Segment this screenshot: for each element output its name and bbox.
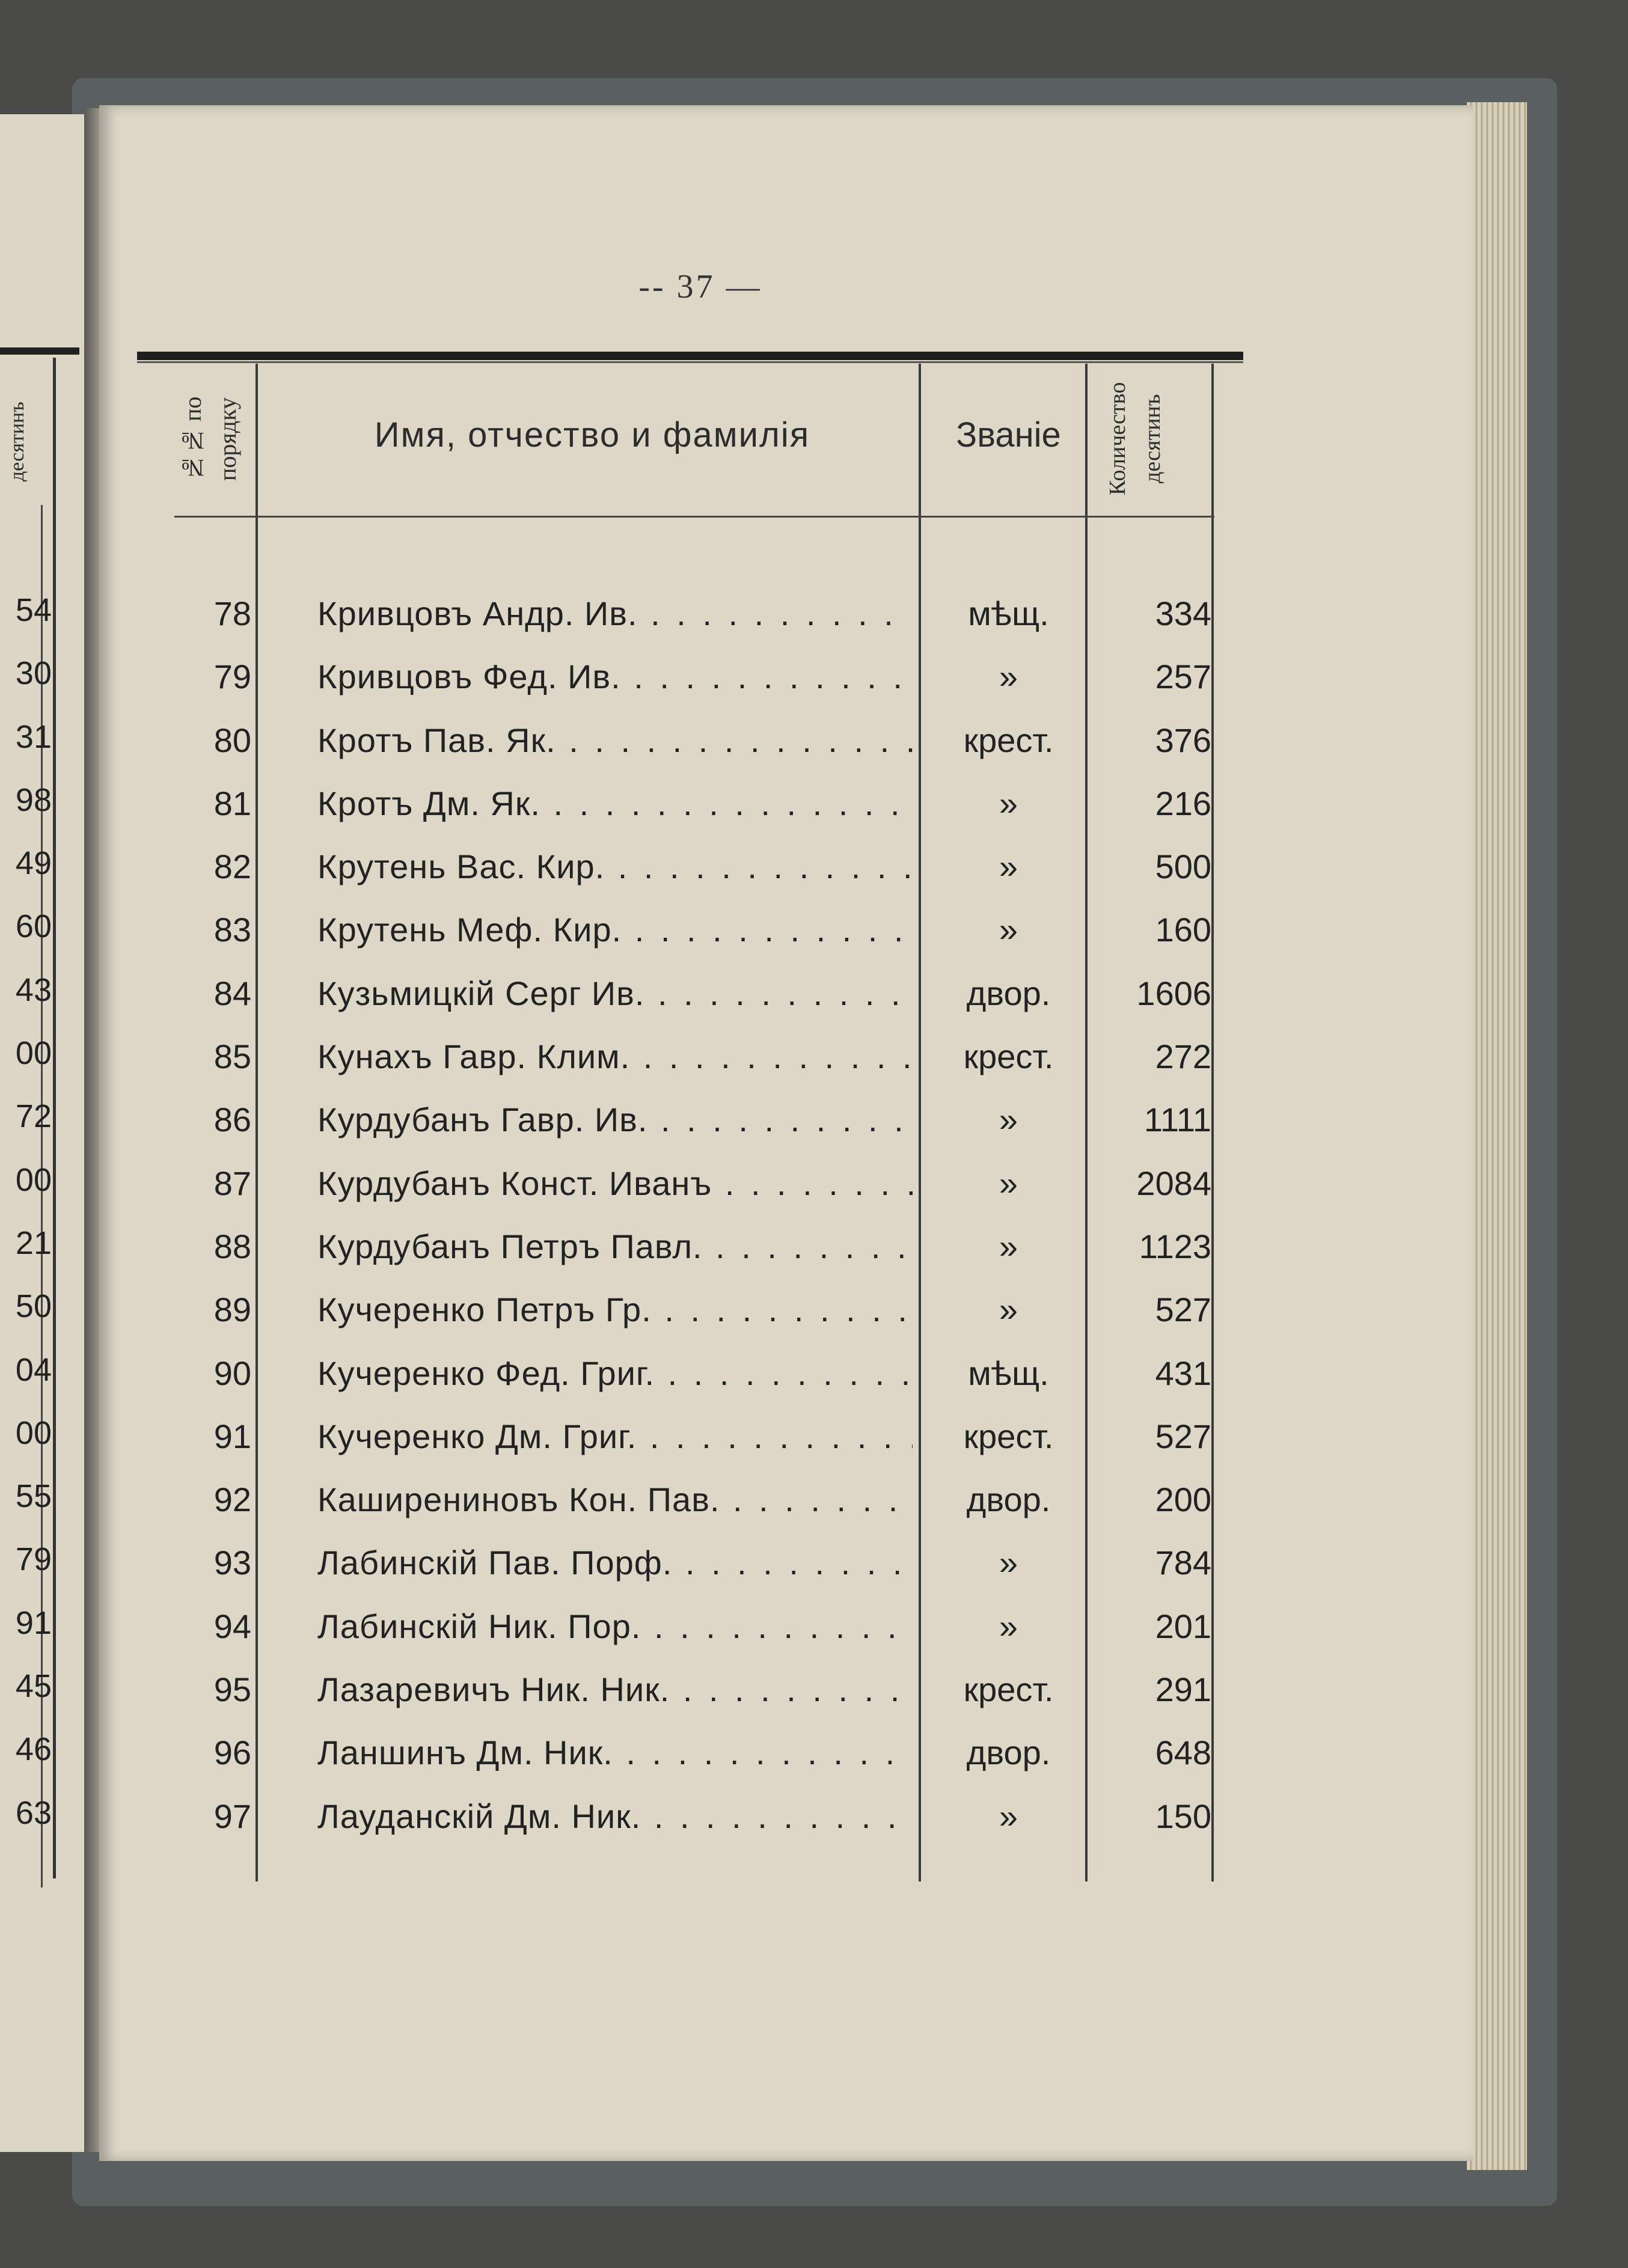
left-page-value: 79 [15, 1541, 52, 1578]
row-rank: крест. [963, 1038, 1054, 1076]
row-name: Кучеренко Петръ Гр. . . . [317, 1288, 913, 1331]
row-name: Лабинскій Ник. Пор. . . . [317, 1605, 913, 1648]
row-number: 93 [213, 1544, 251, 1582]
left-page-value: 00 [15, 1035, 52, 1072]
header-rule [174, 516, 1214, 518]
row-name: Кучеренко Фед. Григ. . . . [317, 1352, 913, 1395]
table-row [0, 1795, 1628, 1858]
row-number: 89 [213, 1291, 251, 1329]
row-number: 80 [213, 721, 251, 759]
table-row [0, 655, 1628, 718]
row-name: Лазаревичъ Ник. Ник. . . . [317, 1668, 913, 1711]
table-row [0, 1731, 1628, 1794]
table-row [0, 782, 1628, 845]
left-page-value: 55 [15, 1478, 52, 1515]
table-row [0, 845, 1628, 908]
row-quantity: 200 [1155, 1481, 1211, 1519]
row-number: 87 [213, 1164, 251, 1202]
row-quantity: 216 [1155, 784, 1211, 822]
row-quantity: 1123 [1139, 1227, 1211, 1265]
row-rank: » [999, 1227, 1018, 1265]
row-quantity: 160 [1155, 911, 1211, 949]
table-row [0, 719, 1628, 782]
row-number: 94 [213, 1607, 251, 1645]
header-quantity: Количество десятинъ [1105, 382, 1165, 496]
row-number: 79 [213, 658, 251, 696]
header-number: №№ по порядку [179, 396, 241, 481]
left-page-value: 43 [15, 971, 52, 1008]
row-name: Кучеренко Дм. Григ. . . . [317, 1415, 913, 1458]
table-row [0, 972, 1628, 1035]
left-page-value: 72 [15, 1098, 52, 1135]
row-rank: » [999, 848, 1018, 886]
row-rank: » [999, 1797, 1018, 1835]
table-row [0, 1478, 1628, 1541]
row-name: Каширениновъ Кон. Пав. . . . [317, 1478, 913, 1521]
row-rank: » [999, 784, 1018, 822]
left-page-top-rule [0, 347, 79, 355]
row-rank: мѣщ. [968, 1354, 1049, 1392]
table-top-rule [137, 352, 1243, 360]
table-row [0, 592, 1628, 655]
row-number: 81 [213, 784, 251, 822]
left-page-value: 98 [15, 781, 52, 818]
table-row [0, 1098, 1628, 1161]
left-page-value: 49 [15, 845, 52, 882]
row-name: Курдубанъ Конст. Иванъ . . . [317, 1162, 913, 1205]
table-body [0, 592, 1628, 1858]
row-quantity: 257 [1155, 658, 1211, 696]
row-name: Кунахъ Гавр. Клим. . . . [317, 1035, 913, 1078]
row-name: Кривцовъ Андр. Ив. . . . [317, 592, 913, 635]
row-name: Кротъ Дм. Як. . . . [317, 782, 913, 825]
page-number: -- 37 — [638, 268, 762, 305]
row-rank: » [999, 1101, 1018, 1139]
left-page-value: 21 [15, 1224, 52, 1261]
left-page-value: 63 [15, 1794, 52, 1831]
row-rank: крест. [963, 1670, 1054, 1709]
left-page-value: 31 [15, 718, 52, 755]
table-row [0, 1288, 1628, 1351]
table-row [0, 908, 1628, 971]
row-name: Крутень Вас. Кир. . . . [317, 845, 913, 888]
row-quantity: 201 [1155, 1607, 1211, 1645]
row-rank: » [999, 1544, 1018, 1582]
row-rank: » [999, 1607, 1018, 1645]
row-name: Крутень Меф. Кир. . . . [317, 908, 913, 952]
row-number: 95 [213, 1670, 251, 1709]
row-quantity: 1111 [1143, 1101, 1211, 1139]
row-quantity: 291 [1155, 1670, 1211, 1709]
row-quantity: 527 [1155, 1417, 1211, 1455]
row-number: 90 [213, 1354, 251, 1392]
row-quantity: 527 [1155, 1291, 1211, 1329]
left-page-value: 60 [15, 908, 52, 945]
row-number: 84 [213, 974, 251, 1012]
left-page-column-header: десятинъ [6, 402, 28, 482]
row-rank: » [999, 1164, 1018, 1202]
row-name: Лабинскій Пав. Порф. . . . [317, 1541, 913, 1585]
table-row [0, 1225, 1628, 1288]
row-quantity: 272 [1155, 1038, 1211, 1076]
row-rank: » [999, 658, 1018, 696]
row-number: 97 [213, 1797, 251, 1835]
row-rank: » [999, 911, 1018, 949]
left-page-value: 00 [15, 1414, 52, 1451]
row-number: 96 [213, 1734, 251, 1772]
row-quantity: 2084 [1136, 1164, 1211, 1202]
row-rank: двор. [966, 1734, 1051, 1772]
left-page-value: 50 [15, 1288, 52, 1325]
left-page-value: 45 [15, 1668, 52, 1705]
row-name: Лауданскій Дм. Ник. . . . [317, 1795, 913, 1838]
row-quantity: 784 [1155, 1544, 1211, 1582]
row-number: 83 [213, 911, 251, 949]
left-page-value: 46 [15, 1731, 52, 1768]
row-number: 88 [213, 1227, 251, 1265]
row-quantity: 334 [1155, 595, 1211, 632]
row-number: 92 [213, 1481, 251, 1519]
row-quantity: 431 [1155, 1354, 1211, 1392]
table-row [0, 1035, 1628, 1098]
row-name: Кузьмицкій Серг Ив. . . . [317, 972, 913, 1015]
row-quantity: 500 [1155, 848, 1211, 886]
header-name: Имя, отчество и фамилія [374, 415, 810, 454]
table-row [0, 1415, 1628, 1478]
row-number: 82 [213, 848, 251, 886]
row-name: Кривцовъ Фед. Ив. . . . [317, 655, 913, 698]
row-rank: мѣщ. [968, 595, 1049, 632]
left-page-value: 91 [15, 1604, 52, 1641]
row-number: 78 [213, 595, 251, 632]
row-number: 91 [213, 1417, 251, 1455]
row-number: 85 [213, 1038, 251, 1076]
table-row [0, 1352, 1628, 1415]
left-page-value: 00 [15, 1161, 52, 1198]
table-row [0, 1162, 1628, 1225]
row-quantity: 1606 [1136, 974, 1211, 1012]
left-page-value: 30 [15, 655, 52, 692]
header-rank: Званіе [956, 415, 1061, 454]
row-name: Курдубанъ Петръ Павл. . . . [317, 1225, 913, 1268]
row-rank: двор. [966, 1481, 1051, 1519]
row-quantity: 648 [1155, 1734, 1211, 1772]
table-row [0, 1668, 1628, 1731]
table-row [0, 1541, 1628, 1604]
row-quantity: 376 [1155, 721, 1211, 759]
row-rank: двор. [966, 974, 1051, 1012]
row-rank: крест. [963, 1417, 1054, 1455]
row-quantity: 150 [1155, 1797, 1211, 1835]
row-rank: » [999, 1291, 1018, 1329]
left-page-value: 04 [15, 1351, 52, 1388]
left-page-value: 54 [15, 592, 52, 628]
row-rank: крест. [963, 721, 1054, 759]
row-name: Кротъ Пав. Як. . . . [317, 719, 913, 762]
row-number: 86 [213, 1101, 251, 1139]
row-name: Ланшинъ Дм. Ник. . . . [317, 1731, 913, 1774]
table-row [0, 1605, 1628, 1668]
table-top-rule-thin [137, 361, 1243, 363]
row-name: Курдубанъ Гавр. Ив. . . . [317, 1098, 913, 1142]
